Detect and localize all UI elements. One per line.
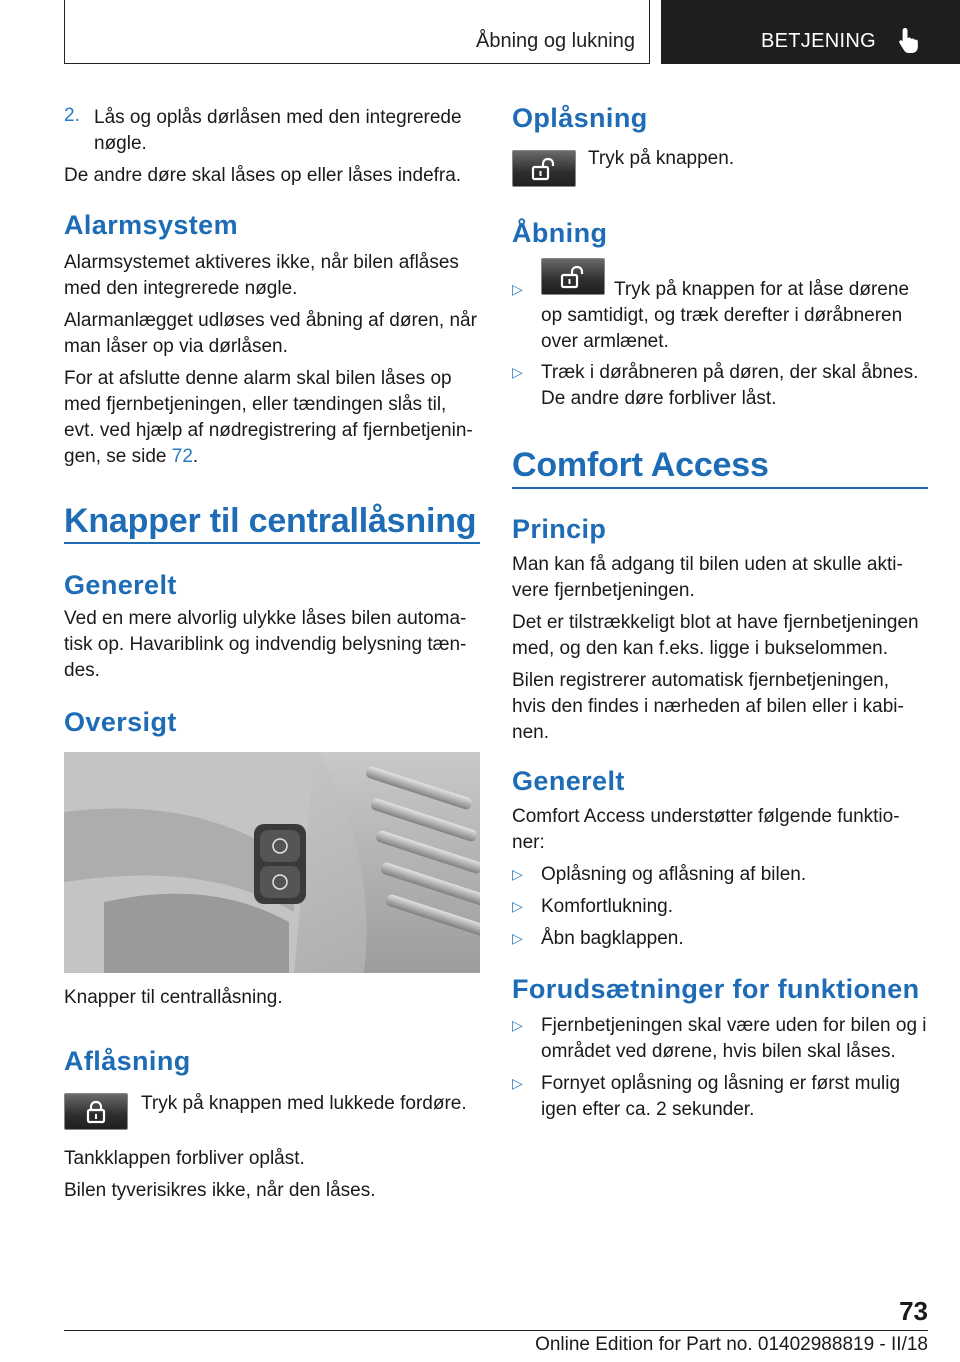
step-number: 2. (64, 105, 80, 126)
bullet-marker: ▷ (512, 930, 523, 946)
tyveri-paragraph: Bilen tyverisikres ikke, når den låses. (64, 1180, 376, 1201)
footer-edition: Online Edition for Part no. 01402988819 - II/18 (535, 1334, 928, 1355)
page-number: 73 (899, 1296, 928, 1326)
paragraph-other-doors: De andre døre skal låses op eller låses indefra. (64, 165, 462, 186)
footer-rule (64, 1330, 928, 1331)
bullet-marker: ▷ (512, 281, 523, 297)
step-text-line1: Lås og oplås dørlåsen med den integrerede (94, 107, 462, 128)
alarm-paragraph1-line2: med den integrerede nøgle. (64, 278, 298, 299)
heading-aabning: Åbning (512, 218, 608, 248)
aabning-bullet1-line2: op samtidigt, og træk derefter i døråbneren (541, 305, 903, 326)
forud-bullet1-line2: området ved dørene, hvis bilen skal låses. (541, 1041, 896, 1062)
aabning-bullet2-line2: De andre døre forbliver låst. (541, 388, 777, 409)
aflaasning-instruction: Tryk på knappen med lukkede fordøre. (141, 1093, 467, 1114)
lock-button-image (64, 1093, 128, 1130)
princip-p2-line1: Det er tilstrækkeligt blot at have fjernbetjeningen (512, 612, 919, 633)
unlock-padlock-icon (531, 157, 557, 181)
princip-p2-line2: med, og den kan f.eks. ligge i bukselommen. (512, 638, 888, 659)
photo-caption: Knapper til centrallåsning. (64, 987, 283, 1008)
alarm-paragraph1-line1: Alarmsystemet aktiveres ikke, når bilen aflåses (64, 252, 459, 273)
tank-paragraph: Tankklappen forbliver oplåst. (64, 1148, 305, 1169)
princip-p1-line1: Man kan få adgang til bilen uden at skulle akti‐ (512, 554, 903, 575)
page-reference-link[interactable]: 72 (171, 446, 193, 467)
feature-bullet1: Oplåsning og aflåsning af bilen. (541, 864, 807, 885)
alarm-paragraph3-line3: evt. ved hjælp af nødregistrering af fjernbetjenin‐ (64, 420, 473, 441)
step-text-line2: nøgle. (94, 133, 147, 154)
heading-knapper-centrallaasning: Knapper til centrallåsning (64, 502, 477, 540)
heading-comfort-access: Comfort Access (512, 446, 769, 484)
heading-alarmsystem: Alarmsystem (64, 210, 238, 240)
header-chapter-tab (661, 0, 960, 64)
generelt-right-line2: ner: (512, 832, 545, 853)
heading-oplaasning: Oplåsning (512, 103, 648, 133)
heading-generelt-right: Generelt (512, 766, 625, 796)
header-chapter-title: BETJENING (761, 30, 876, 52)
forud-bullet2-line2: igen efter ca. 2 sekunder. (541, 1099, 755, 1120)
oplaasning-instruction: Tryk på knappen. (588, 148, 735, 169)
heading-aflaasning: Aflåsning (64, 1046, 191, 1076)
heading-oversigt: Oversigt (64, 707, 177, 737)
door-lock-buttons-photo (64, 752, 480, 973)
heading-princip: Princip (512, 514, 607, 544)
heading-forudsaetninger: Forudsætninger for funktionen (512, 974, 920, 1004)
generelt-right-line1: Comfort Access understøtter følgende funktio‐ (512, 806, 900, 827)
unlock-button-image-inline (541, 258, 605, 295)
forud-bullet2-line1: Fornyet oplåsning og låsning er først mulig (541, 1073, 901, 1094)
feature-bullet3: Åbn bagklappen. (541, 928, 684, 949)
heading-rule-right (512, 487, 928, 489)
unlock-button-image (512, 150, 576, 187)
princip-p1-line2: vere fjernbetjeningen. (512, 580, 695, 601)
alarm-paragraph3-line4 (64, 444, 198, 470)
aabning-bullet1-line3: over armlænet. (541, 331, 669, 352)
heading-rule-left (64, 542, 480, 544)
princip-p3-line2: hvis den findes i nærheden af bilen eller i kabi‐ (512, 696, 904, 717)
feature-bullet2: Komfortlukning. (541, 896, 674, 917)
bullet-marker: ▷ (512, 866, 523, 882)
princip-p3-line1: Bilen registrerer automatisk fjernbetjeningen, (512, 670, 890, 691)
alarm-paragraph3-line1: For at afslutte denne alarm skal bilen låses op (64, 368, 452, 389)
aabning-bullet2-line1: Træk i døråbneren på døren, der skal åbnes. (541, 362, 919, 383)
alarm-paragraph3-line2: med fjernbetjeningen, eller tændingen slås til, (64, 394, 447, 415)
generelt-line2: tisk op. Havariblink og indvendig belysning tæn‐ (64, 634, 467, 655)
generelt-line1: Ved en mere alvorlig ulykke låses bilen automa‐ (64, 608, 467, 629)
aabning-bullet1-line1: Tryk på knappen for at låse dørene (614, 279, 910, 300)
alarm-paragraph2-line1: Alarmanlægget udløses ved åbning af døren, når (64, 310, 477, 331)
bullet-marker: ▷ (512, 1017, 523, 1033)
header-section-title: Åbning og lukning (475, 30, 635, 52)
bullet-marker: ▷ (512, 364, 523, 380)
bullet-marker: ▷ (512, 1075, 523, 1091)
alarm-paragraph3-text: gen, se side (64, 446, 172, 467)
alarm-paragraph3-period: . (192, 446, 199, 467)
hand-pointer-icon (896, 26, 922, 54)
header-section-box (64, 0, 650, 64)
unlock-padlock-icon (560, 265, 586, 289)
photo-illustration (64, 752, 480, 973)
alarm-paragraph2-line2: man låser op via dørlåsen. (64, 336, 288, 357)
lock-padlock-icon (85, 1100, 107, 1124)
princip-p3-line3: nen. (512, 722, 549, 743)
generelt-line3: des. (64, 660, 100, 681)
heading-generelt: Generelt (64, 570, 177, 600)
bullet-marker: ▷ (512, 898, 523, 914)
forud-bullet1-line1: Fjernbetjeningen skal være uden for bilen og i (541, 1015, 927, 1036)
